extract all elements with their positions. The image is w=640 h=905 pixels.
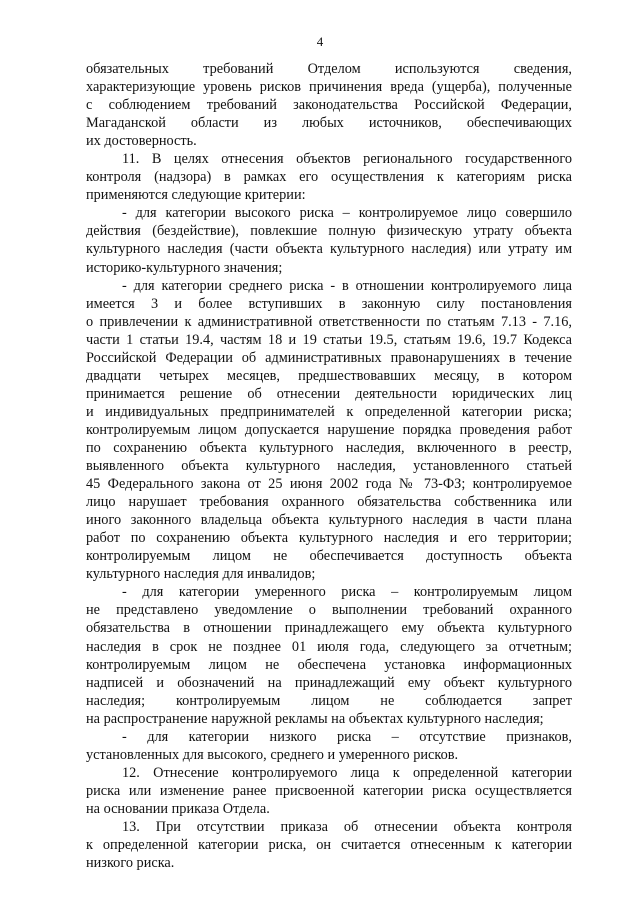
text-line: о привлечении к административной ответственности по статьям 7.13 - 7.16, xyxy=(86,313,572,330)
text-line: - для категории низкого риска – отсутствие признаков, xyxy=(122,728,572,745)
text-line: по сохранению объекта культурного наследия, включенного в реестр, xyxy=(86,439,572,456)
text-line: обязательных требований Отделом используются сведения, xyxy=(86,61,572,77)
text-line: части 1 статьи 19.4, частям 18 и 19 статьи 19.5, статьям 19.6, 19.7 Кодекса xyxy=(86,331,572,348)
text-line: культурного наследия для инвалидов; xyxy=(86,566,316,583)
text-line: контроля (надзора) в рамках его осуществления к категориям риска xyxy=(86,169,572,186)
text-line: выявленного объекта культурного наследия, установленного статьей xyxy=(86,458,572,475)
text-line: иного законного владельца объекта культурного наследия в части плана xyxy=(86,512,572,529)
paragraph xyxy=(86,150,572,204)
text-line: низкого риска. xyxy=(86,855,175,872)
text-line: риска или изменение ранее присвоенной категории риска осуществляется xyxy=(86,782,572,799)
paragraph xyxy=(86,818,572,872)
text-line: 13. При отсутствии приказа об отнесении объекта контроля xyxy=(122,818,572,835)
text-line: лицо нарушает требования охранного обязательства собственника или xyxy=(86,494,572,511)
page-number: 4 xyxy=(316,34,324,49)
text-line: Магаданской области из любых источников, обеспечивающих xyxy=(86,115,572,132)
text-line: контролируемым лицом допускается нарушение порядка проведения работ xyxy=(86,421,572,438)
text-line: 11. В целях отнесения объектов регионального государственного xyxy=(122,151,572,168)
text-line: принимается решение об отнесении деятельности юридических лиц xyxy=(86,385,572,402)
text-line: на распространение наружной рекламы на объектах культурного наследия; xyxy=(86,710,544,727)
text-line: 12. Отнесение контролируемого лица к определенной категории xyxy=(122,764,572,781)
text-line: их достоверность. xyxy=(86,133,197,150)
text-line: установленных для высокого, среднего и умеренного рисков. xyxy=(86,746,459,763)
text-line: характеризующие уровень рисков причинения вреда (ущерба), полученные xyxy=(86,79,572,96)
text-line: культурного наследия (части объекта культурного наследия) или утрату им xyxy=(86,241,572,258)
text-line: историко-культурного значения; xyxy=(86,259,283,276)
text-line: на основании приказа Отдела. xyxy=(86,800,270,817)
text-line: 45 Федерального закона от 25 июня 2002 года № 73-ФЗ; контролируемое xyxy=(86,476,572,493)
text-line: контролируемым лицом не обеспечивается доступность объекта xyxy=(86,548,572,565)
text-line: имеется 3 и более вступивших в законную силу постановления xyxy=(86,295,572,312)
text-line: - для категории умеренного риска – контролируемым лицом xyxy=(122,584,572,601)
paragraph xyxy=(86,60,572,150)
text-line: наследия; контролируемым лицом не соблюдается запрет xyxy=(86,692,572,709)
text-line: к определенной категории риска, он считается отнесенным к категории xyxy=(86,837,572,854)
text-line: и индивидуальных предпринимателей к определенной категории риска; xyxy=(86,403,572,420)
paragraph xyxy=(86,583,572,727)
text-line: обязательства в отношении принадлежащего ему объекта культурного xyxy=(86,620,572,637)
text-line: действия (бездействие), повлекшие полную физическую утрату объекта xyxy=(86,223,572,240)
text-line: наследия в срок не позднее 01 июля года, следующего за отчетным; xyxy=(86,638,572,655)
paragraph xyxy=(86,764,572,818)
text-line: - для категории среднего риска - в отношении контролируемого лица xyxy=(122,277,572,294)
text-line: с соблюдением требований законодательства Российской Федерации, xyxy=(86,97,572,114)
text-line: работ по сохранению объекта культурного наследия и его территории; xyxy=(86,530,572,547)
body-text xyxy=(86,60,572,872)
text-line: не представлено уведомление о выполнении требований охранного xyxy=(86,602,572,619)
text-line: применяются следующие критерии: xyxy=(86,187,306,204)
paragraph xyxy=(86,728,572,764)
paragraph xyxy=(86,204,572,276)
text-line: двадцати четырех месяцев, предшествовавших месяцу, в котором xyxy=(86,367,572,384)
paragraph xyxy=(86,277,572,584)
text-line: - для категории высокого риска – контролируемое лицо совершило xyxy=(122,205,572,222)
text-line: Российской Федерации об административных правонарушениях в течение xyxy=(86,349,572,366)
text-line: контролируемым лицом не обеспечена установка информационных xyxy=(86,656,572,673)
text-line: надписей и обозначений на принадлежащий ему объект культурного xyxy=(86,674,572,691)
